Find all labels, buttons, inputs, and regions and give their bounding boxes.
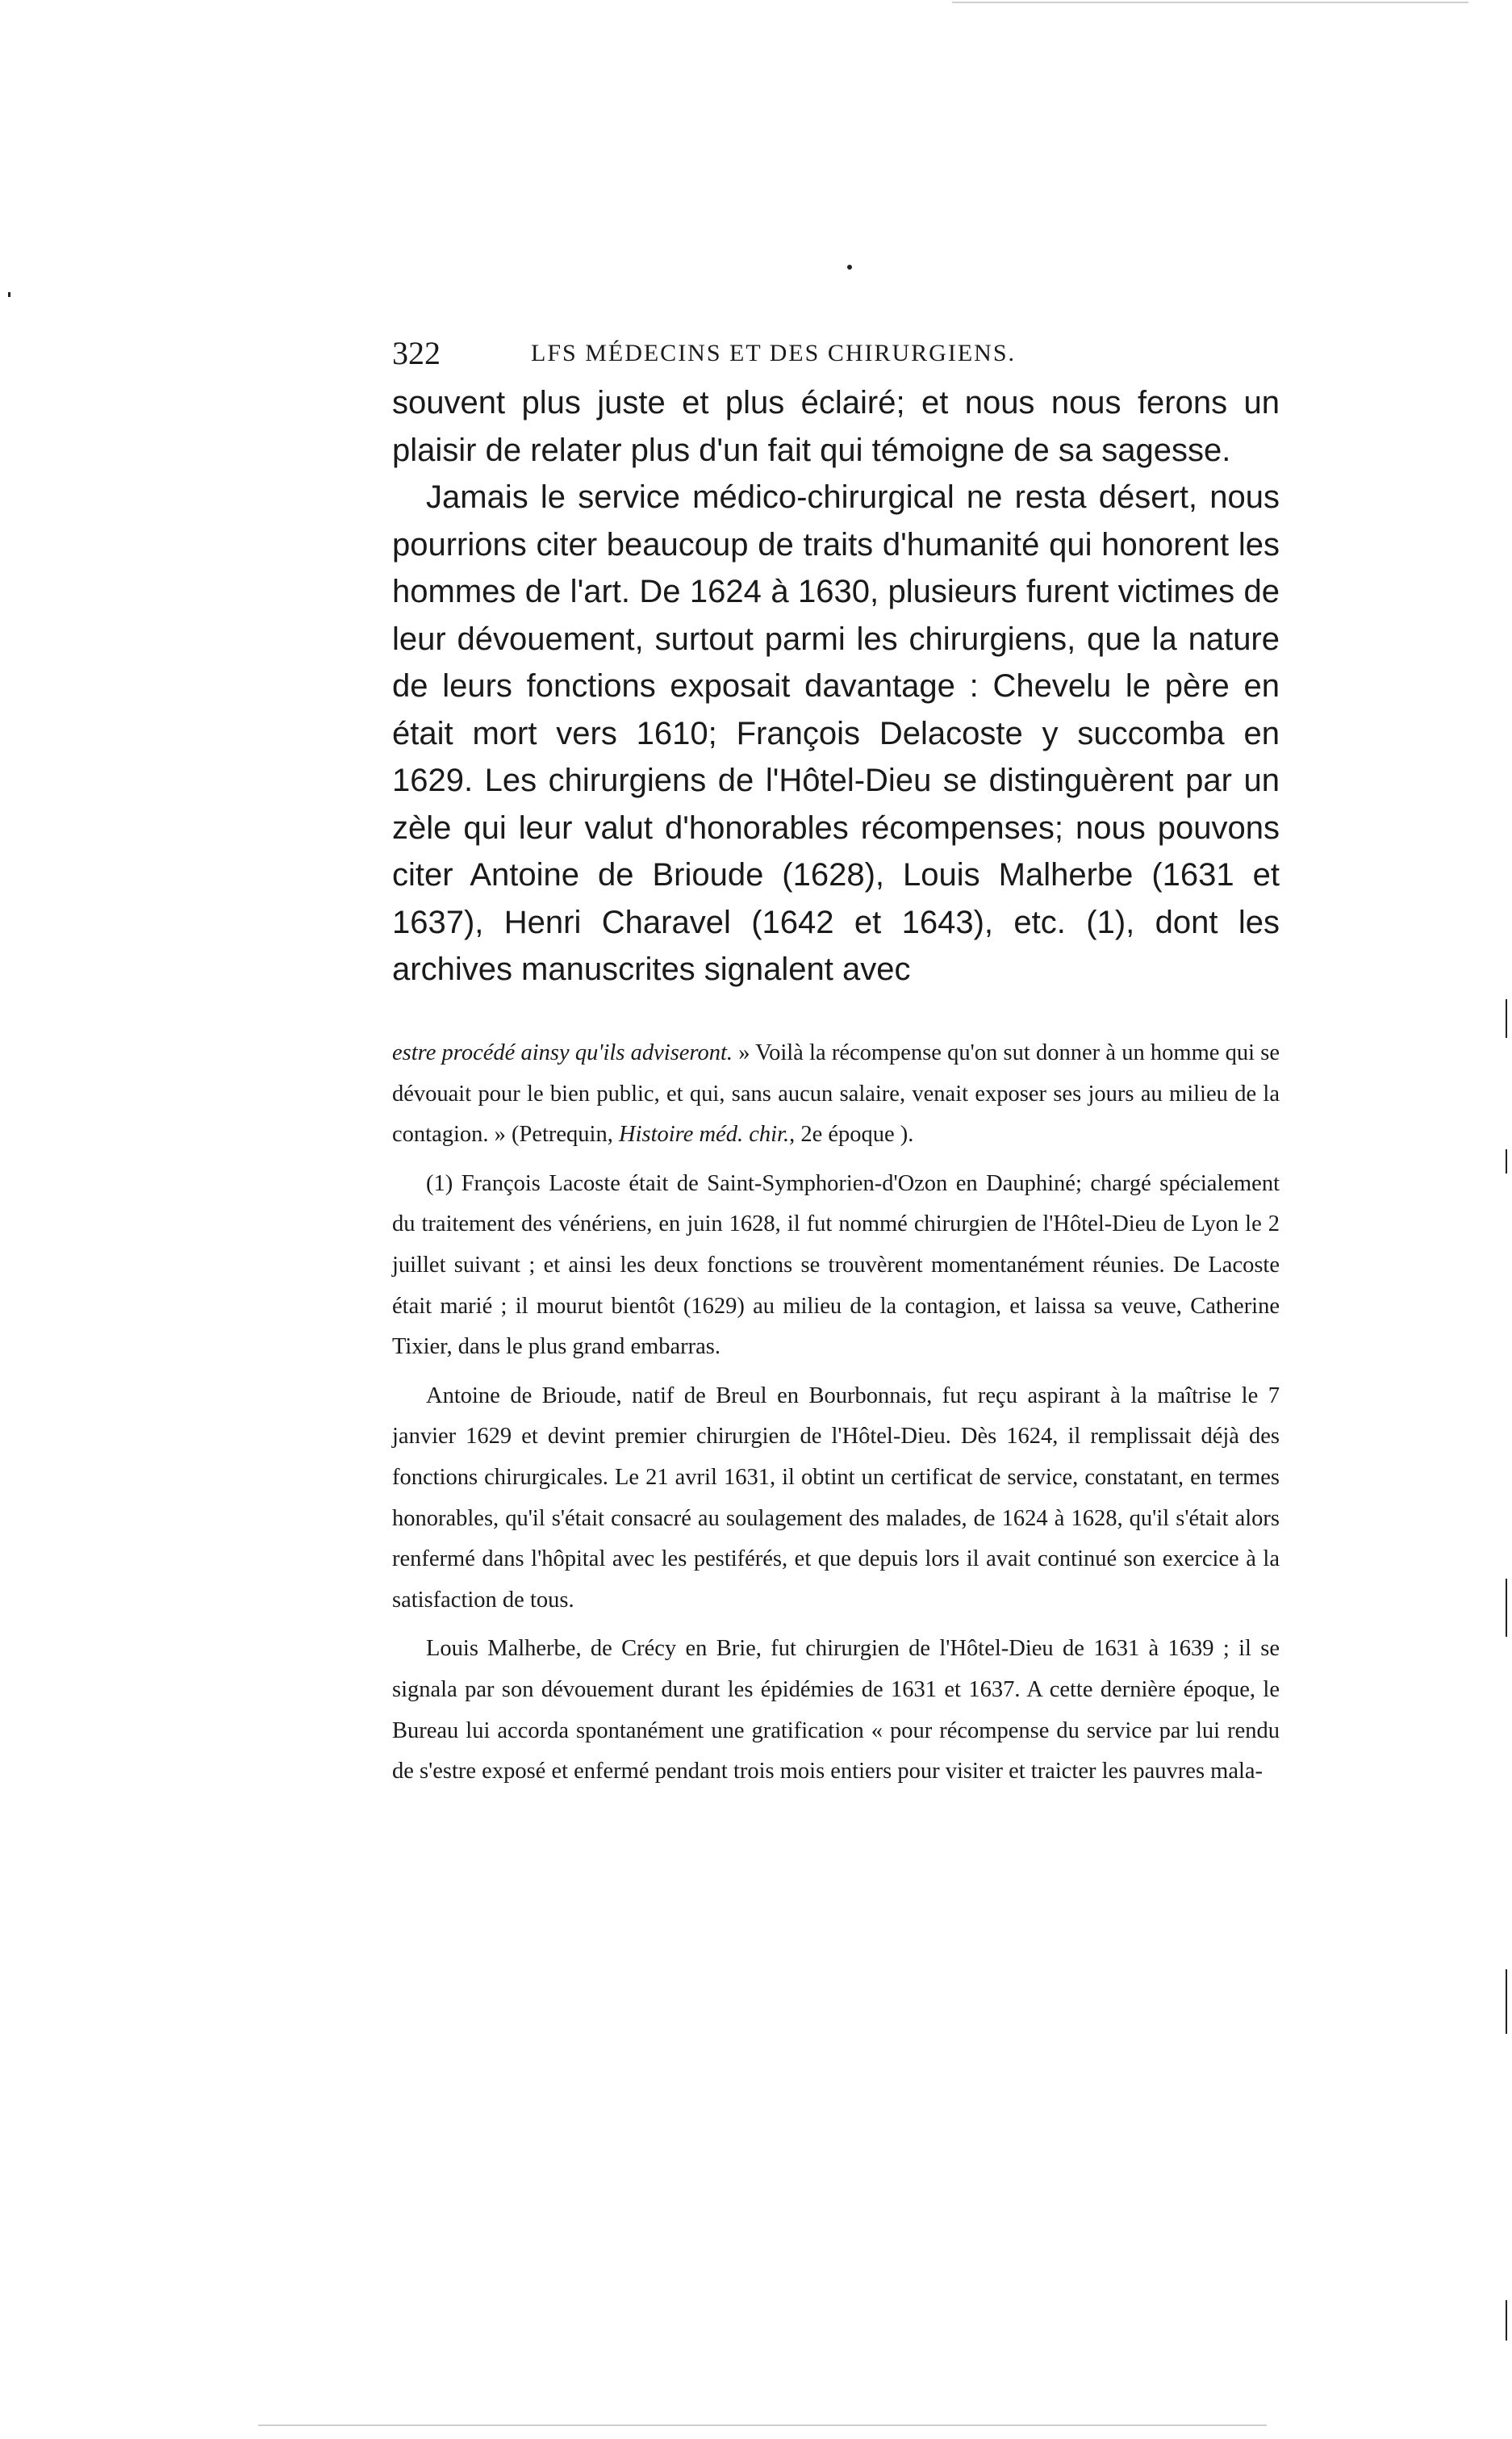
footnotes <box>392 1033 1280 1801</box>
footnote-note: Antoine de Brioude, natif de Breul en Bourbonnais, fut reçu aspirant à la maîtrise le 7 janvier 1629 et devint premier chirurgien de l'Hôtel-Dieu. Dès 1624, il remplissait déjà des fonctions chirurgicales. Le 21 avril 1631, il obtint un certificat de service, constatant, en termes honorables, qu'il s'était consacré au soulagement des malades, de 1624 à 1628, qu'il s'était alors renfermé dans l'hôpital avec les pestiférés, et que depuis lors il avait continué son exercice à la satisfaction de tous. <box>392 1383 1280 1613</box>
footnote-quote-italic: estre procédé ainsy qu'ils adviseront. <box>392 1040 733 1065</box>
running-title: LFS MÉDECINS ET DES CHIRURGIENS. <box>531 340 1016 366</box>
ink-dot <box>847 265 852 270</box>
margin-mark <box>1506 999 1507 1038</box>
body-paragraph: souvent plus juste et plus éclairé; et nous nous ferons un plaisir de relater plus d'un fait qui témoigne de sa sagesse. <box>392 385 1280 468</box>
page-number: 322 <box>392 335 441 371</box>
footnote-note: (1) François Lacoste était de Saint-Symphorien-d'Ozon en Dauphiné; chargé spécialement du traitement des vénériens, en juin 1628, il fut nommé chirurgien de l'Hôtel-Dieu de Lyon le 2 juillet suivant ; et ainsi les deux fonctions se trouvèrent momentanément réunies. De Lacoste était marié ; il mourut bientôt (1629) au milieu de la contagion, et laissa sa veuve, Catherine Tixier, dans le plus grand embarras. <box>392 1170 1280 1360</box>
margin-mark <box>1506 1969 1507 2034</box>
footnote-continuation <box>392 1033 1280 1156</box>
footnote-citation-end: , 2e époque ). <box>789 1122 914 1148</box>
footnote-citation-italic: Histoire méd. chir. <box>618 1122 790 1148</box>
margin-mark <box>1506 1579 1507 1637</box>
bottom-edge-line <box>258 2424 1267 2426</box>
footnote-continuation-text: » Voilà la récompense qu'on sut donner à un homme qui se dévouait pour le bien public, et qui, sans aucun salaire, venait exposer ses jours au milieu de la contagion. » (Petrequin, <box>392 1040 1280 1148</box>
margin-mark <box>1506 1149 1507 1173</box>
page-header <box>392 329 1280 378</box>
top-edge-line <box>952 2 1468 3</box>
main-text <box>392 379 1280 994</box>
ink-speck <box>8 292 10 297</box>
body-paragraph: Jamais le service médico-chirurgical ne resta désert, nous pourrions citer beaucoup de traits d'humanité qui honorent les hommes de l'art. De 1624 à 1630, plusieurs furent victimes de leur dévouement, surtout parmi les chirurgiens, que la nature de leurs fonctions exposait davantage : Chevelu le père en était mort vers 1610; François Delacoste y succomba en 1629. Les chirurgiens de l'Hôtel-Dieu se distinguèrent par un zèle qui leur valut d'honorables récompenses; nous pouvons citer Antoine de Brioude (1628), Louis Malherbe (1631 et 1637), Henri Charavel (1642 et 1643), etc. (1), dont les archives manuscrites signalent avec <box>392 479 1280 987</box>
footnote-note: Louis Malherbe, de Crécy en Brie, fut chirurgien de l'Hôtel-Dieu de 1631 à 1639 ; il se signala par son dévouement durant les épidémies de 1631 et 1637. A cette dernière époque, le Bureau lui accorda spontanément une gratification « pour récompense du service par lui rendu de s'estre exposé et enfermé pendant trois mois entiers pour visiter et traicter les pauvres mala- <box>392 1636 1280 1784</box>
margin-mark <box>1506 2300 1507 2341</box>
